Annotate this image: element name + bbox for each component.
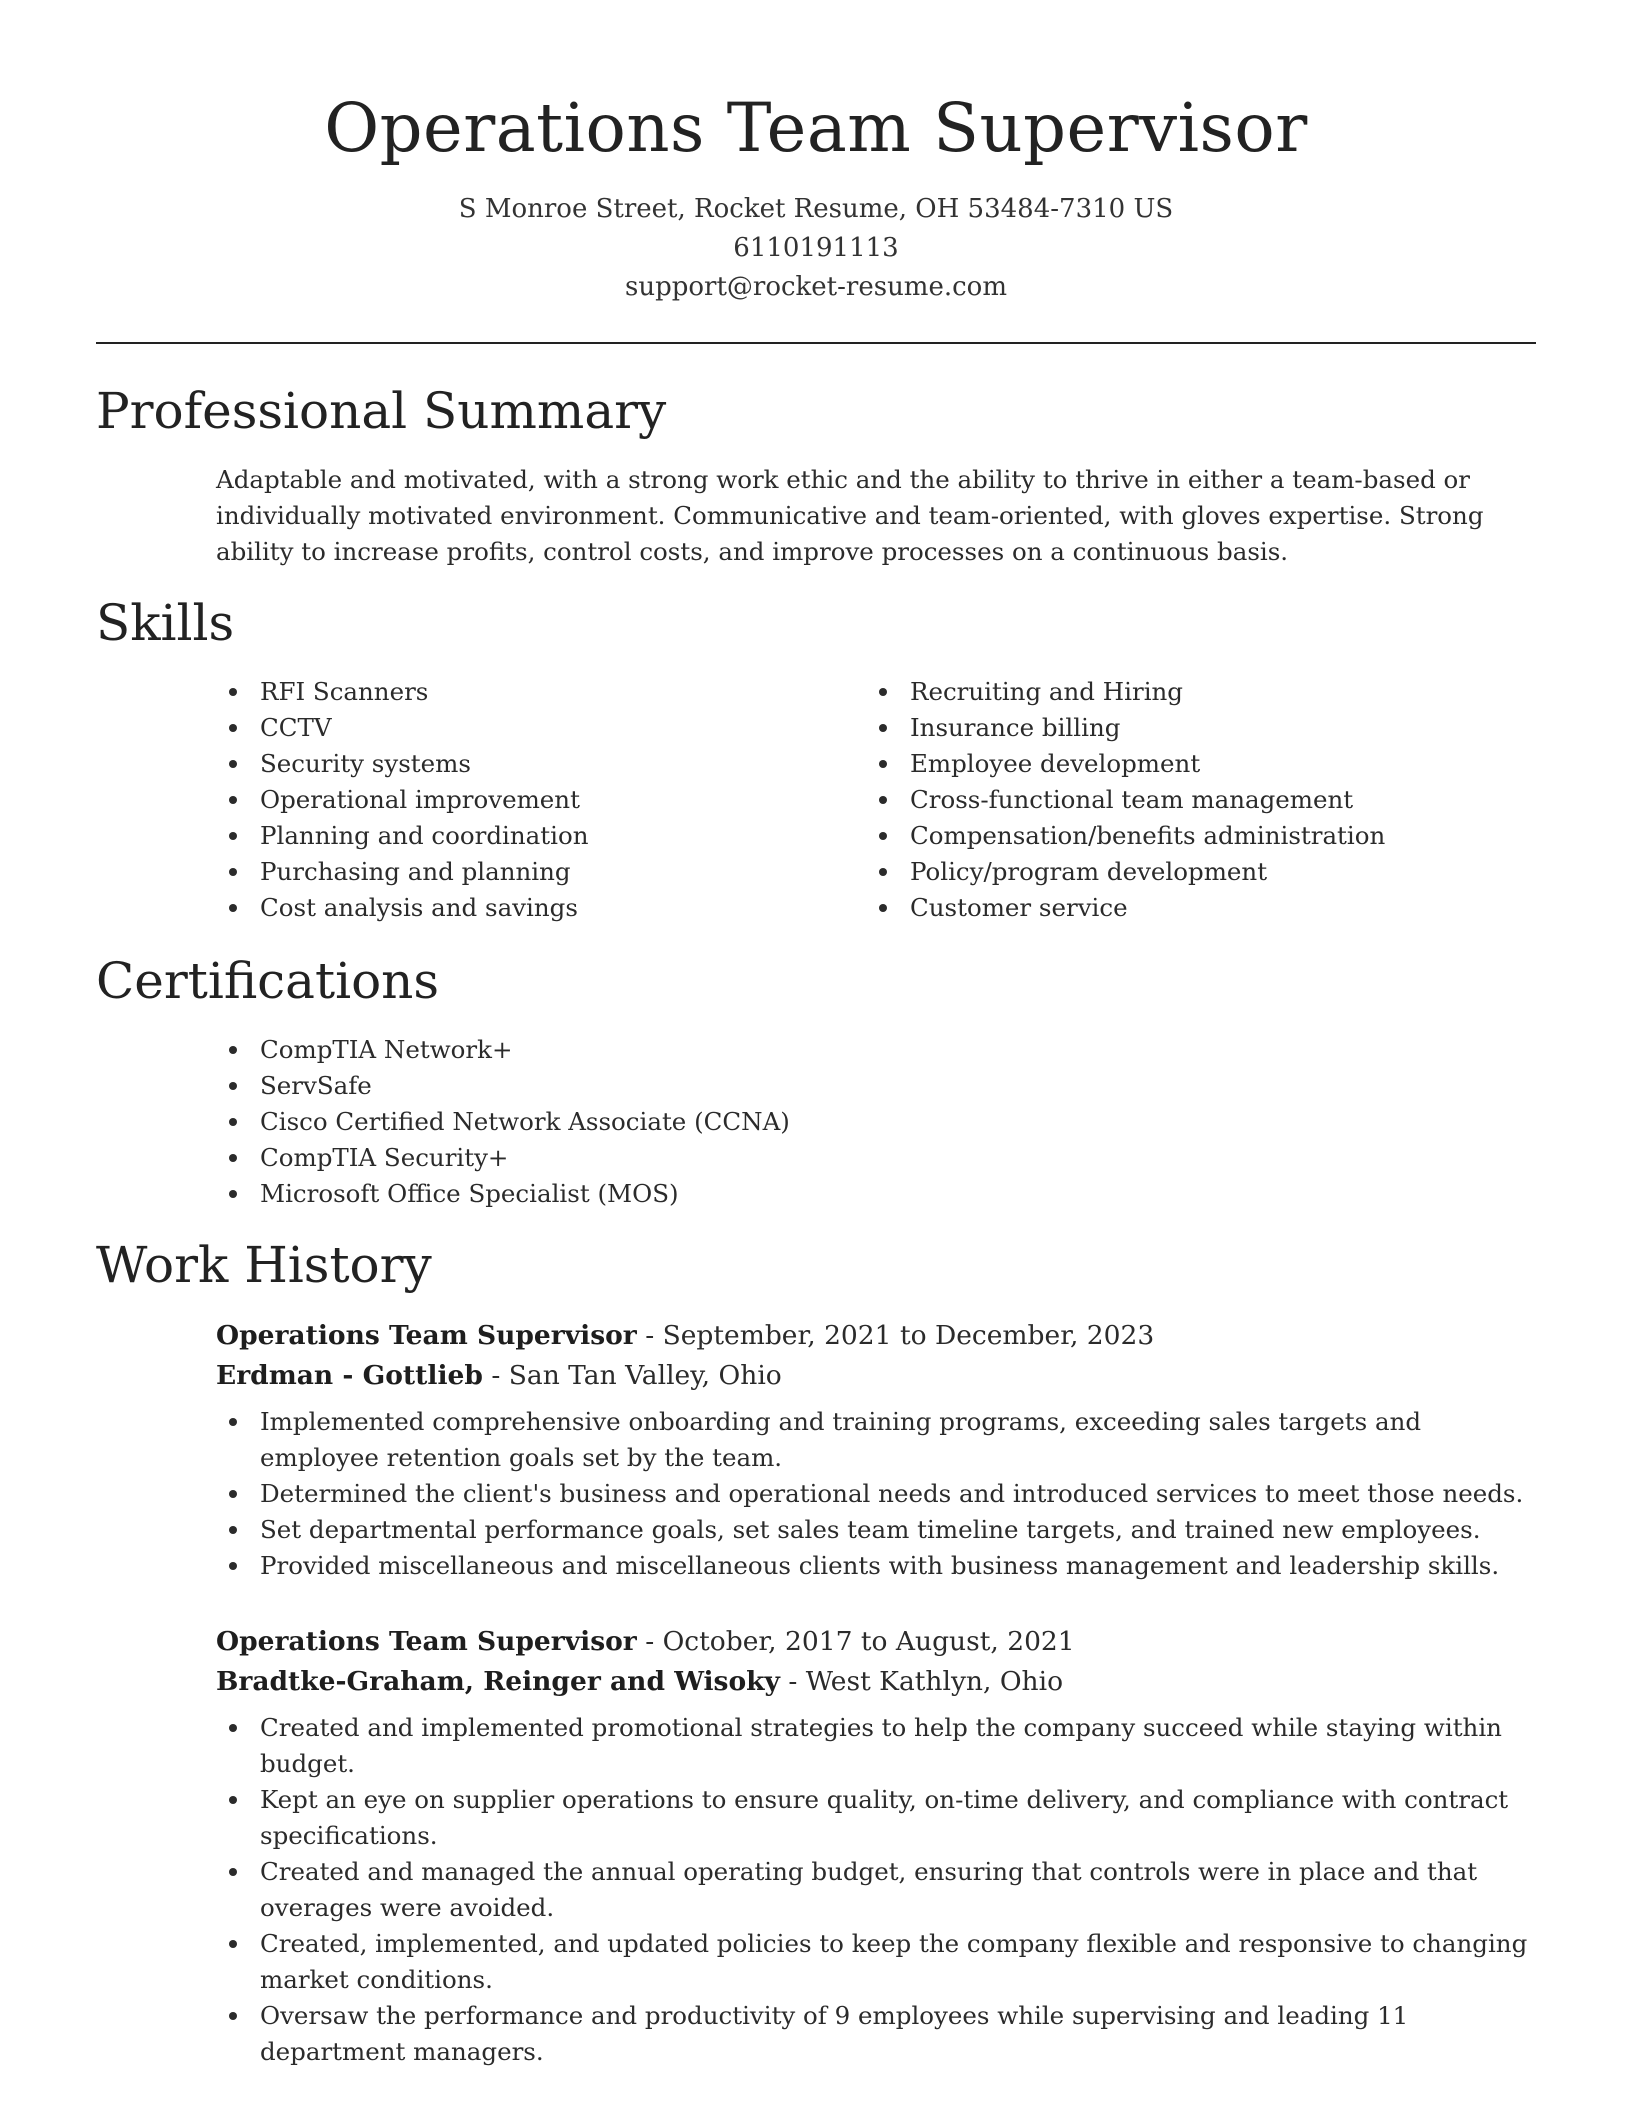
job-bullet: Created and implemented promotional strategies to help the company succeed while staying within budget. xyxy=(216,1710,1536,1782)
skill-item: Policy/program development xyxy=(866,854,1526,890)
job-role: Operations Team Supervisor xyxy=(216,1626,637,1657)
job-company-line xyxy=(216,1662,1536,1702)
skill-item: Purchasing and planning xyxy=(216,854,836,890)
job-bullets xyxy=(216,1404,1536,1584)
job-role: Operations Team Supervisor xyxy=(216,1320,637,1351)
job-bullet: Oversaw the performance and productivity of 9 employees while supervising and leading 11 department managers. xyxy=(216,1998,1536,2070)
job-location: - San Tan Valley, Ohio xyxy=(482,1360,782,1391)
job-bullet: Determined the client's business and operational needs and introduced services to meet those needs. xyxy=(216,1476,1536,1512)
job-company: Erdman - Gottlieb xyxy=(216,1360,483,1391)
job-bullet: Implemented comprehensive onboarding and training programs, exceeding sales targets and employee retention goals set by the team. xyxy=(216,1404,1536,1476)
skill-item: Employee development xyxy=(866,746,1526,782)
address-text: S Monroe Street, Rocket Resume, OH 53484-7310 US xyxy=(458,194,1174,224)
summary-heading: Professional Summary xyxy=(96,382,667,440)
skill-item: Security systems xyxy=(216,746,836,782)
skill-item: Operational improvement xyxy=(216,782,836,818)
skills-heading: Skills xyxy=(96,594,235,652)
header-divider xyxy=(96,342,1536,344)
skill-item: Customer service xyxy=(866,890,1526,926)
job-header xyxy=(216,1622,1536,1702)
resume-header xyxy=(0,0,1632,307)
job-bullet: Kept an eye on supplier operations to ensure quality, on-time delivery, and compliance with contract specifications. xyxy=(216,1782,1536,1854)
skill-item: CCTV xyxy=(216,710,836,746)
certification-item: Microsoft Office Specialist (MOS) xyxy=(216,1176,1516,1212)
phone-text: 6110191113 xyxy=(733,233,899,263)
skill-item: Insurance billing xyxy=(866,710,1526,746)
job-location: - West Kathlyn, Ohio xyxy=(779,1666,1064,1697)
certification-item: ServSafe xyxy=(216,1068,1516,1104)
job-bullets xyxy=(216,1710,1536,2070)
certification-item: CompTIA Security+ xyxy=(216,1140,1516,1176)
skill-item: RFI Scanners xyxy=(216,674,836,710)
skill-item: Cost analysis and savings xyxy=(216,890,836,926)
job-title-line xyxy=(216,1622,1536,1662)
skills-list-right xyxy=(866,674,1526,926)
skill-item: Recruiting and Hiring xyxy=(866,674,1526,710)
job-header xyxy=(216,1316,1536,1396)
email-text: support@rocket-resume.com xyxy=(624,272,1007,302)
job-bullet: Provided miscellaneous and miscellaneous clients with business management and leadership skills. xyxy=(216,1548,1536,1584)
job-dates: - September, 2021 to December, 2023 xyxy=(636,1320,1155,1351)
work-history-heading: Work History xyxy=(96,1236,432,1294)
skills-list-left xyxy=(216,674,836,926)
candidate-name: Operations Team Supervisor xyxy=(324,89,1308,167)
certification-item: CompTIA Network+ xyxy=(216,1032,1516,1068)
job-company: Bradtke-Graham, Reinger and Wisoky xyxy=(216,1666,780,1697)
job-bullet: Set departmental performance goals, set sales team timeline targets, and trained new employees. xyxy=(216,1512,1536,1548)
certification-item: Cisco Certified Network Associate (CCNA) xyxy=(216,1104,1516,1140)
job-company-line xyxy=(216,1356,1536,1396)
skill-item: Compensation/benefits administration xyxy=(866,818,1526,854)
contact-block xyxy=(0,190,1632,307)
certifications-heading: Certifications xyxy=(96,952,440,1010)
skill-item: Planning and coordination xyxy=(216,818,836,854)
skill-item: Cross-functional team management xyxy=(866,782,1526,818)
summary-text: Adaptable and motivated, with a strong work ethic and the ability to thrive in either a team-based or individually motivated environment. Communicative and team-oriented, with gloves expertise. Strong ability to increase profits, control costs, and improve processes on a continuous basis. xyxy=(216,465,1484,566)
job-dates: - October, 2017 to August, 2021 xyxy=(636,1626,1075,1657)
certifications-list xyxy=(216,1032,1516,1212)
job-bullet: Created and managed the annual operating budget, ensuring that controls were in place and that overages were avoided. xyxy=(216,1854,1536,1926)
job-bullet: Created, implemented, and updated policies to keep the company flexible and responsive to changing market conditions. xyxy=(216,1926,1536,1998)
job-title-line xyxy=(216,1316,1536,1356)
